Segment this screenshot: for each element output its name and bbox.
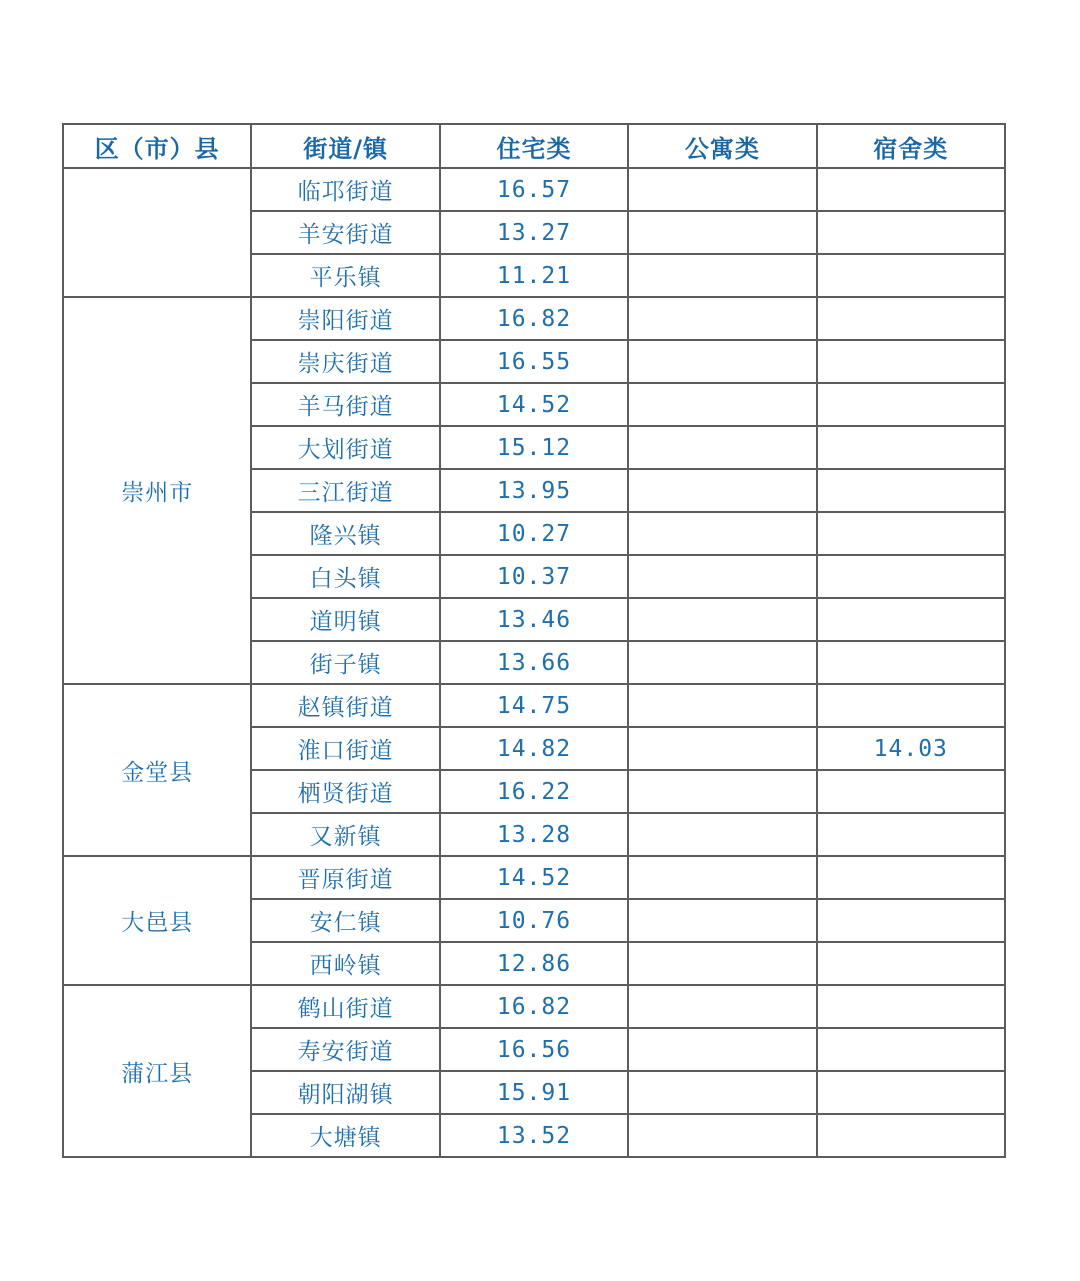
- residential-price-cell: 10.37: [440, 555, 628, 598]
- residential-price-cell: 15.91: [440, 1071, 628, 1114]
- street-cell: 安仁镇: [251, 899, 439, 942]
- residential-price-cell: 10.27: [440, 512, 628, 555]
- apartment-price-cell: [628, 426, 816, 469]
- residential-price-cell: 13.95: [440, 469, 628, 512]
- street-cell: 鹤山街道: [251, 985, 439, 1028]
- apartment-price-cell: [628, 856, 816, 899]
- table-row: [63, 684, 1005, 727]
- table-row: [63, 985, 1005, 1028]
- street-cell: 羊马街道: [251, 383, 439, 426]
- header-row: [63, 124, 1005, 168]
- apartment-price-cell: [628, 1028, 816, 1071]
- apartment-price-cell: [628, 598, 816, 641]
- table-row: [63, 168, 1005, 211]
- street-cell: 大塘镇: [251, 1114, 439, 1157]
- street-cell: 栖贤街道: [251, 770, 439, 813]
- dormitory-price-cell: [817, 598, 1005, 641]
- header-street: 街道/镇: [251, 124, 439, 168]
- residential-price-cell: 16.82: [440, 297, 628, 340]
- street-cell: 临邛街道: [251, 168, 439, 211]
- district-cell: 大邑县: [63, 856, 251, 985]
- dormitory-price-cell: [817, 383, 1005, 426]
- residential-price-cell: 14.52: [440, 383, 628, 426]
- street-cell: 三江街道: [251, 469, 439, 512]
- apartment-price-cell: [628, 684, 816, 727]
- residential-price-cell: 15.12: [440, 426, 628, 469]
- street-cell: 平乐镇: [251, 254, 439, 297]
- dormitory-price-cell: [817, 942, 1005, 985]
- street-cell: 寿安街道: [251, 1028, 439, 1071]
- dormitory-price-cell: [817, 641, 1005, 684]
- table-header: [63, 124, 1005, 168]
- apartment-price-cell: [628, 340, 816, 383]
- residential-price-cell: 11.21: [440, 254, 628, 297]
- dormitory-price-cell: [817, 985, 1005, 1028]
- dormitory-price-cell: [817, 1028, 1005, 1071]
- dormitory-price-cell: [817, 254, 1005, 297]
- street-cell: 朝阳湖镇: [251, 1071, 439, 1114]
- price-table: [62, 123, 1006, 1158]
- apartment-price-cell: [628, 168, 816, 211]
- street-cell: 晋原街道: [251, 856, 439, 899]
- dormitory-price-cell: [817, 1114, 1005, 1157]
- header-apartment: 公寓类: [628, 124, 816, 168]
- residential-price-cell: 16.82: [440, 985, 628, 1028]
- apartment-price-cell: [628, 641, 816, 684]
- apartment-price-cell: [628, 727, 816, 770]
- dormitory-price-cell: [817, 1071, 1005, 1114]
- apartment-price-cell: [628, 899, 816, 942]
- dormitory-price-cell: [817, 813, 1005, 856]
- table-row: [63, 856, 1005, 899]
- apartment-price-cell: [628, 512, 816, 555]
- residential-price-cell: 10.76: [440, 899, 628, 942]
- street-cell: 又新镇: [251, 813, 439, 856]
- dormitory-price-cell: [817, 899, 1005, 942]
- residential-price-cell: 13.27: [440, 211, 628, 254]
- residential-price-cell: 16.55: [440, 340, 628, 383]
- dormitory-price-cell: 14.03: [817, 727, 1005, 770]
- apartment-price-cell: [628, 297, 816, 340]
- table-row: [63, 297, 1005, 340]
- dormitory-price-cell: [817, 856, 1005, 899]
- dormitory-price-cell: [817, 555, 1005, 598]
- apartment-price-cell: [628, 942, 816, 985]
- header-district: 区（市）县: [63, 124, 251, 168]
- header-dormitory: 宿舍类: [817, 124, 1005, 168]
- apartment-price-cell: [628, 813, 816, 856]
- residential-price-cell: 13.46: [440, 598, 628, 641]
- street-cell: 街子镇: [251, 641, 439, 684]
- apartment-price-cell: [628, 469, 816, 512]
- apartment-price-cell: [628, 985, 816, 1028]
- street-cell: 崇庆街道: [251, 340, 439, 383]
- street-cell: 道明镇: [251, 598, 439, 641]
- district-cell: 金堂县: [63, 684, 251, 856]
- apartment-price-cell: [628, 254, 816, 297]
- residential-price-cell: 12.86: [440, 942, 628, 985]
- dormitory-price-cell: [817, 770, 1005, 813]
- residential-price-cell: 13.52: [440, 1114, 628, 1157]
- residential-price-cell: 13.66: [440, 641, 628, 684]
- street-cell: 大划街道: [251, 426, 439, 469]
- residential-price-cell: 16.56: [440, 1028, 628, 1071]
- table-body: [63, 168, 1005, 1157]
- residential-price-cell: 13.28: [440, 813, 628, 856]
- street-cell: 羊安街道: [251, 211, 439, 254]
- dormitory-price-cell: [817, 512, 1005, 555]
- dormitory-price-cell: [817, 297, 1005, 340]
- district-cell: 蒲江县: [63, 985, 251, 1157]
- dormitory-price-cell: [817, 684, 1005, 727]
- apartment-price-cell: [628, 1114, 816, 1157]
- residential-price-cell: 16.57: [440, 168, 628, 211]
- residential-price-cell: 14.52: [440, 856, 628, 899]
- apartment-price-cell: [628, 383, 816, 426]
- district-cell: 崇州市: [63, 297, 251, 684]
- dormitory-price-cell: [817, 469, 1005, 512]
- residential-price-cell: 14.82: [440, 727, 628, 770]
- street-cell: 淮口街道: [251, 727, 439, 770]
- district-cell: [63, 168, 251, 297]
- apartment-price-cell: [628, 555, 816, 598]
- header-residential: 住宅类: [440, 124, 628, 168]
- residential-price-cell: 14.75: [440, 684, 628, 727]
- dormitory-price-cell: [817, 211, 1005, 254]
- street-cell: 西岭镇: [251, 942, 439, 985]
- street-cell: 隆兴镇: [251, 512, 439, 555]
- dormitory-price-cell: [817, 426, 1005, 469]
- apartment-price-cell: [628, 211, 816, 254]
- street-cell: 赵镇街道: [251, 684, 439, 727]
- dormitory-price-cell: [817, 340, 1005, 383]
- street-cell: 白头镇: [251, 555, 439, 598]
- apartment-price-cell: [628, 1071, 816, 1114]
- apartment-price-cell: [628, 770, 816, 813]
- residential-price-cell: 16.22: [440, 770, 628, 813]
- dormitory-price-cell: [817, 168, 1005, 211]
- street-cell: 崇阳街道: [251, 297, 439, 340]
